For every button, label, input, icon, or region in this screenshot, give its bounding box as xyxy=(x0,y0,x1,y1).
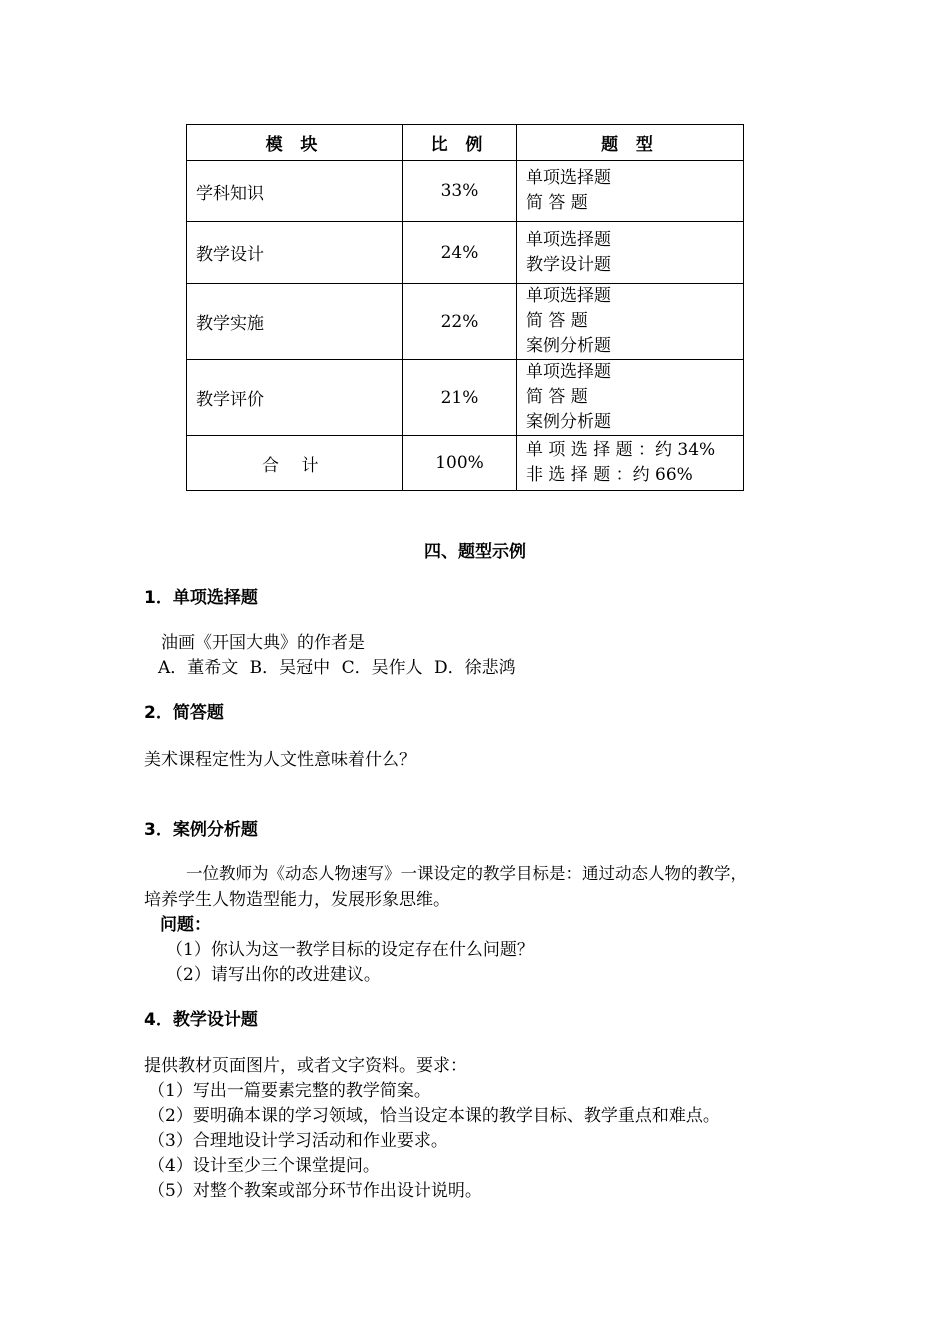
total-type-item: 单 项 选 择 题 ：约 34% xyxy=(526,440,716,460)
q2-stem: 美术课程定性为人文性意味着什么？ xyxy=(144,750,416,770)
table-row xyxy=(187,161,744,222)
total-percent-cell: 100% xyxy=(403,436,517,491)
types-cell xyxy=(517,360,744,436)
type-item: 单项选择题 xyxy=(526,168,611,188)
module-cell: 教学评价 xyxy=(187,360,403,436)
type-item: 单项选择题 xyxy=(526,229,611,250)
table-row xyxy=(187,222,744,284)
q3-questions-label: 问题： xyxy=(160,915,211,935)
q1-heading: 1．单项选择题 xyxy=(144,588,258,608)
type-item: 案例分析题 xyxy=(526,336,611,356)
type-item: 单项选择题 xyxy=(526,286,611,306)
type-item: 简 答 题 xyxy=(526,193,588,213)
header-percent: 比 例 xyxy=(403,125,517,161)
types-cell xyxy=(517,284,744,360)
q4-heading: 4．教学设计题 xyxy=(144,1010,258,1030)
table-header-row xyxy=(187,125,744,161)
type-item: 简 答 题 xyxy=(526,387,588,407)
q3-heading: 3．案例分析题 xyxy=(144,820,258,840)
types-cell xyxy=(517,161,744,222)
q4-intro: 提供教材页面图片，或者文字资料。要求： xyxy=(144,1056,467,1076)
module-cell: 学科知识 xyxy=(187,161,403,222)
q4-requirement-3: （3）合理地设计学习活动和作业要求。 xyxy=(148,1131,448,1151)
q4-requirement-4: （4）设计至少三个课堂提问。 xyxy=(148,1156,380,1176)
q3-paragraph-line1: 一位教师为《动态人物速写》一课设定的教学目标是：通过动态人物的教学， xyxy=(186,864,747,883)
type-item: 简 答 题 xyxy=(526,311,588,331)
module-cell: 教学设计 xyxy=(187,222,403,284)
percent-cell: 21% xyxy=(403,360,517,436)
percent-cell: 22% xyxy=(403,284,517,360)
section-title: 四、题型示例 xyxy=(424,542,526,562)
type-item: 案例分析题 xyxy=(526,412,611,432)
types-cell xyxy=(517,222,744,284)
header-type: 题 型 xyxy=(517,125,744,161)
type-item: 教学设计题 xyxy=(526,254,611,275)
total-label-cell: 合 计 xyxy=(187,436,403,491)
q4-requirement-2: （2）要明确本课的学习领域，恰当设定本课的教学目标、教学重点和难点。 xyxy=(148,1106,720,1126)
score-distribution-table xyxy=(186,124,744,491)
table-total-row xyxy=(187,436,744,491)
table-row xyxy=(187,360,744,436)
q1-options: A．董希文 B．吴冠中 C．吴作人 D．徐悲鸿 xyxy=(158,658,516,678)
q2-heading: 2．简答题 xyxy=(144,703,224,723)
type-item: 单项选择题 xyxy=(526,362,611,382)
percent-cell: 24% xyxy=(403,222,517,284)
table-row xyxy=(187,284,744,360)
header-module: 模 块 xyxy=(187,125,403,161)
q3-paragraph-line2: 培养学生人物造型能力，发展形象思维。 xyxy=(144,890,450,910)
percent-cell: 33% xyxy=(403,161,517,222)
q3-question-2: （2）请写出你的改进建议。 xyxy=(166,965,381,985)
q3-question-1: （1）你认为这一教学目标的设定存在什么问题？ xyxy=(166,940,534,960)
q1-stem: 油画《开国大典》的作者是 xyxy=(161,633,365,653)
total-type-item: 非 选 择 题 ：约 66% xyxy=(526,465,693,485)
module-cell: 教学实施 xyxy=(187,284,403,360)
total-types-cell xyxy=(517,436,744,491)
q4-requirement-5: （5）对整个教案或部分环节作出设计说明。 xyxy=(148,1181,482,1201)
q4-requirement-1: （1）写出一篇要素完整的教学简案。 xyxy=(148,1081,431,1101)
